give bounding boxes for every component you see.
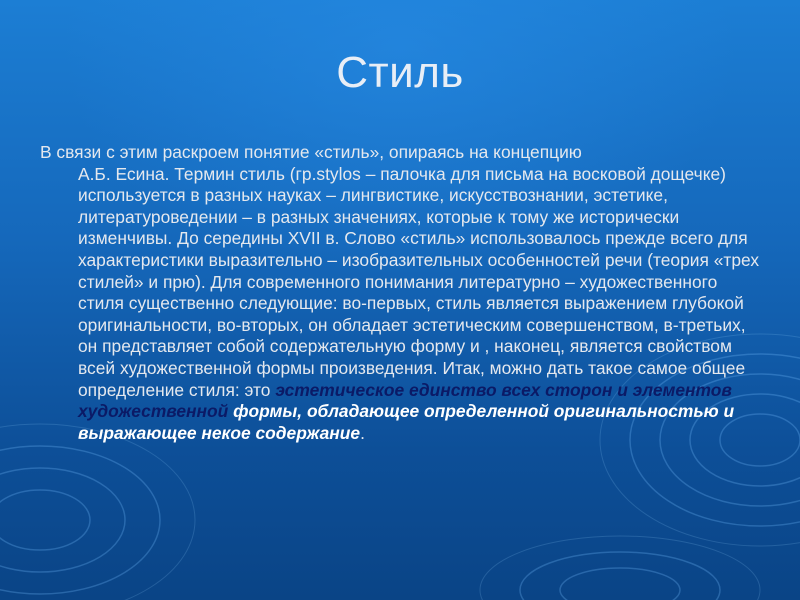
paragraph-body-text: А.Б. Есина. Термин стиль (гр.stylos – палочка для письма на восковой дощечке) используется в разных науках – лингвистике, искусствознании, эстетике, литературоведении – в разных значениях, которые к тому же исторически изменчивы. До середины XVII в. Слово «стиль» использовалось прежде всего для характеристики выразительно – изобразительных особенностей речи (теория «трех стилей» и прю). Для современного понимания литературно – художественного стиля существенно следующие: во-первых, стиль является выражением глубокой оригинальности, во-вторых, он обладает эстетическим совершенством, в-третьих, он представляет собой содержательную форму и , наконец, является свойством всей художественной формы произведения. Итак, можно дать такое самое общее определение стиля: это <box>78 163 760 400</box>
slide-body-paragraph <box>40 142 760 444</box>
slide-title: Стиль <box>336 48 464 97</box>
paragraph-first-line: В связи с этим раскроем понятие «стиль», опираясь на концепцию <box>40 142 582 162</box>
paragraph-ending: . <box>360 422 365 443</box>
definition-emphasis-dark: эстетическое единство всех сторон и элементов художественной <box>78 379 732 422</box>
definition-emphasis-light: формы, обладающее определенной оригинальностью и выражающее некое содержание <box>78 401 735 443</box>
paragraph-continuation <box>40 164 760 445</box>
